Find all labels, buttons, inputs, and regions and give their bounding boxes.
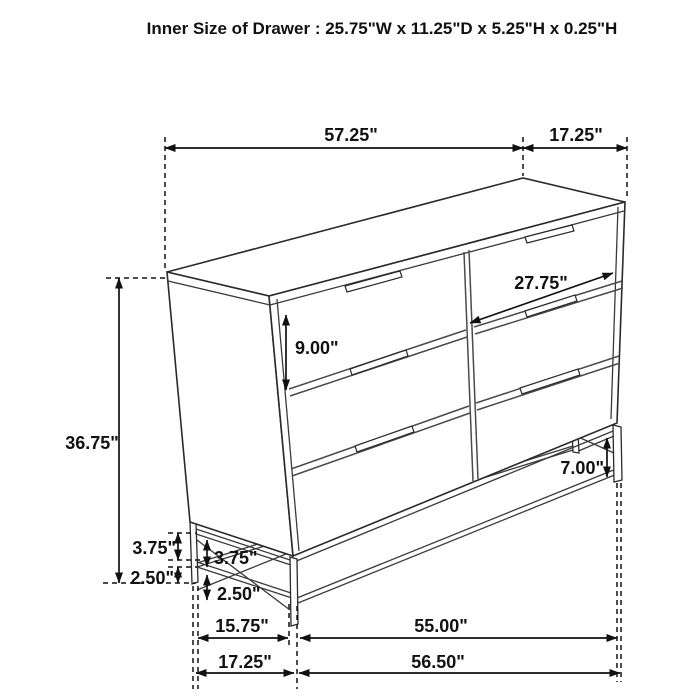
label-leg-upper-inner: 3.75"	[214, 548, 258, 568]
label-top-width: 57.25"	[324, 125, 378, 145]
label-top-depth: 17.25"	[549, 125, 603, 145]
cabinet-body	[167, 178, 625, 556]
label-drawer-height: 9.00"	[295, 338, 339, 358]
label-leg-upper-outer: 3.75"	[132, 538, 176, 558]
label-base-clearance: 7.00"	[560, 458, 604, 478]
diagram-title: Inner Size of Drawer : 25.75"W x 11.25"D x 5.25"H x 0.25"H	[146, 19, 618, 38]
label-base-front-width: 55.00"	[414, 616, 468, 636]
label-drawer-width: 27.75"	[514, 273, 568, 293]
leg-front-right	[613, 425, 622, 482]
label-leg-lower-inner: 2.50"	[217, 584, 261, 604]
label-base-side-depth: 15.75"	[215, 616, 269, 636]
label-bottom-width: 56.50"	[411, 652, 465, 672]
leg-back-left	[190, 521, 198, 584]
label-bottom-depth: 17.25"	[218, 652, 272, 672]
label-leg-lower-outer: 2.50"	[130, 568, 174, 588]
label-overall-height: 36.75"	[65, 433, 119, 453]
